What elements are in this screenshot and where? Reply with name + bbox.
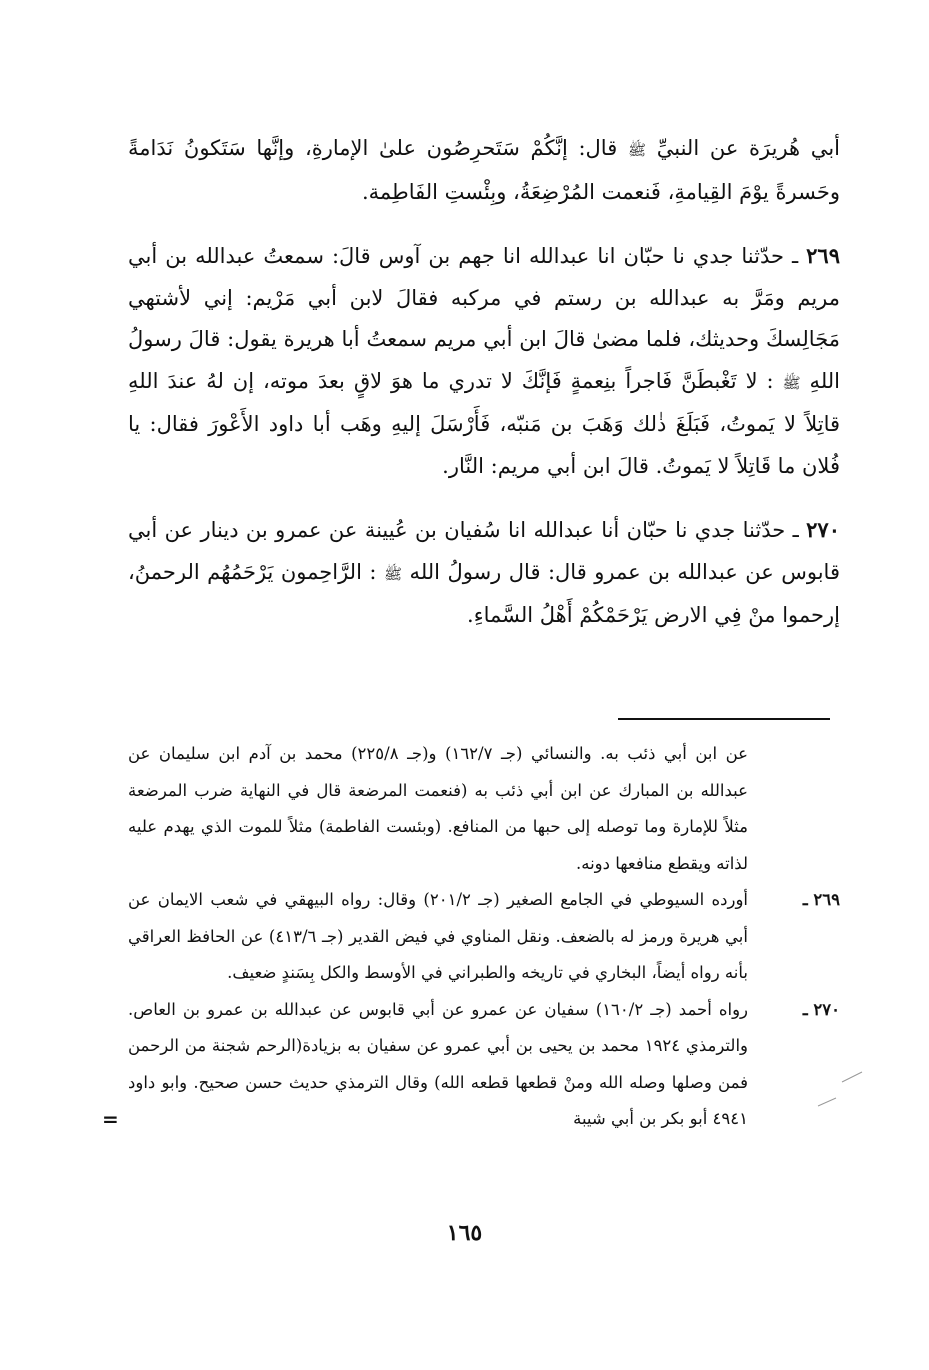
hadith-number: ٢٧٠ <box>806 517 840 542</box>
sallallah-ligature: ﷺ <box>782 373 801 392</box>
page-number: ١٦٥ <box>446 1220 483 1246</box>
footnote-text: أورده السيوطي في الجامع الصغير (جـ ٢٠١/٢) وقال: رواه البيهقي في شعب الايمان عن أبي هريرة ورمز له بالضعف. ونقل المناوي في فيض القدير (جـ ٤١٣/٦) عن الحافظ العراقي بأنه رواه أيضاً، البخاري في تاريخه والطبراني في الأوسط والكل بِسَندٍ ضعيف. <box>128 890 749 982</box>
pencil-mark <box>842 1072 862 1082</box>
hadith-text-start: ـ حدّثنا جدي نا حبّان أنا عبدالله انا سُفيان بن عُيينة عن عمرو بن دينار عن أبي قابوس عن عبدالله بن عمرو قال: قال رسولُ الله <box>128 518 840 584</box>
hadith-intro <box>128 128 840 213</box>
footnote-270 <box>102 992 840 1138</box>
hadith-270 <box>128 509 840 637</box>
footnote-divider <box>618 718 830 720</box>
margin-pencil-marks <box>810 1070 870 1110</box>
hadith-text-start: ـ حدّثنا جدي نا حبّان انا عبدالله انا جهم بن آوس قالَ: سمعتُ عبدالله بن أبي مريم ومَرَّ به عبدالله بن رستم في مركبه فقالَ لابن أبي مَرْيم: إني لأشتهي مَجَالِسكَ وحديثك، فلما مضىٰ قالَ ابن أبي مريم سمعتُ أبا هريرة يقول: قالَ رسولُ اللهِ <box>128 244 841 393</box>
intro-text-start: أبي هُريرَة عن النبيِّ <box>646 136 840 160</box>
hadith-text-end: : لا تَغْبطَنَّ فَاجراً بنِعمةٍ فَإنَّكَ لا تدري ما هوَ لاقٍ بعدَ موته، إن لهُ عندَ اللهِ قاتِلاً لا يَموتُ، فَبَلَغَ ذٰلك وَهَبَ بن مَنبّه، فَأَرْسَلَ إليهِ وهَب أبا داود الأَعْورَ فقال: يا فُلان ما قَاتِلاً لا يَموتُ. قالَ ابن أبي مريم: النَّار. <box>128 368 840 478</box>
footnote-continued: عن ابن أبي ذئب به. والنسائي (جـ ١٦٢/٧) و(جـ ٢٢٥/٨) محمد بن آدم ابن سليمان عن عبدالله بن المبارك عن ابن أبي ذئب به (فنعمت المرضعة قال في النهاية ضرب المرضعة مثلاً للإمارة وما توصله إلى حبها من المنافع. (وبئست الفاطمة) مثلاً للموت الذي يهدم عليه لذاته ويقطع منافعها دونه. <box>128 744 749 873</box>
footnote-text: رواه أحمد (جـ ١٦٠/٢) سفيان عن عمرو عن أبي قابوس عن عبدالله بن عمرو بن العاص. والترمذي ١٩٢٤ محمد بن يحيى بن أبي عمرو عن سفيان به بزيادة(الرحم شجنة من الرحمن فمن وصلها وصله الله ومنْ قطعها قطعه الله) وقال الترمذي حديث حسن صحيح. وابو داود ٤٩٤١ أبو بكر بن أبي شيبة <box>128 999 749 1128</box>
footnotes <box>102 736 840 1138</box>
main-text <box>128 128 840 637</box>
sallallah-ligature: ﷺ <box>383 564 403 583</box>
footnote-number: ٢٦٩ ـ <box>802 890 840 909</box>
sallallah-ligature: ﷺ <box>627 141 647 159</box>
continuation-mark: = <box>102 1107 119 1131</box>
footnote-number: ٢٧٠ ـ <box>802 999 840 1019</box>
hadith-text-end: : الرَّاحِمون يَرْحَمُهُم الرحمنُ، إرحموا منْ فِي الارض يَرْحَمْكُمْ أَهْلُ السَّماءِ. <box>128 559 840 627</box>
footnote-269 <box>128 882 840 992</box>
pencil-mark <box>818 1098 836 1106</box>
intro-text-end: قال: إنَّكُمْ سَتَحرِصُون علىٰ الإمارةِ، وإنَّها سَتَكونُ نَدَامةً وحَسرةً يوْمَ القِيامةِ، فَنعمت المُرْضِعَةُ، وبِئْستِ الفَاطِمة. <box>128 136 840 204</box>
hadith-number: ٢٦٩ <box>806 243 840 268</box>
hadith-269 <box>128 235 840 487</box>
